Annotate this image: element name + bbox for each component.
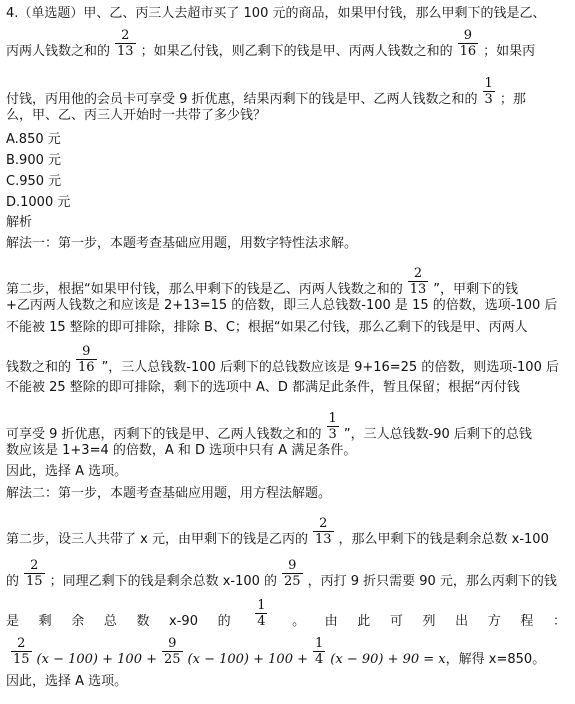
option-b: B.900 元 [6,153,61,168]
method2-step2-line-1 [6,516,549,555]
method2-step2-line-3 [6,598,566,637]
word: 是 [6,614,20,629]
question-line-1: 4.（单选题）甲、乙、丙三人去超市买了 100 元的商品，如果甲付钱，那么甲剩下的钱是乙、 [6,6,546,21]
question-text: ；如果丙 [483,44,536,59]
analysis-text: ”，三人总钱数-100 后剩下的总钱数应该是 9+16=25 的倍数，则选项-100 后 [101,360,559,375]
option-a: A.850 元 [6,132,61,147]
fraction [313,636,325,667]
fraction [282,558,303,589]
method2-conclusion: 因此，选择 A 选项。 [6,674,128,689]
denominator: 4 [257,614,266,629]
word: x-90 [169,614,198,629]
denominator: 25 [164,652,181,667]
denominator: 16 [459,44,477,59]
word: 数 [136,614,150,629]
analysis-heading: 解析 [6,215,33,230]
denominator: 15 [13,652,30,667]
numerator: 2 [319,516,328,531]
word: 剩 [38,614,52,629]
denominator: 13 [314,532,332,547]
analysis-text: ；同理乙剩下的钱是剩余总数 x-100 的 [49,574,278,589]
denominator: 3 [328,427,337,442]
analysis-text: 的 [6,574,20,589]
denominator: 3 [484,92,493,107]
method1-conclusion: 因此，选择 A 选项。 [6,464,128,479]
question-text: ；那 [499,92,526,107]
option-c: C.950 元 [6,174,62,189]
fraction [115,28,136,59]
word: 余 [71,614,85,629]
numerator: 9 [82,344,91,359]
option-d: D.1000 元 [6,195,71,210]
denominator: 13 [409,282,427,297]
denominator: 16 [78,360,95,375]
analysis-text: ”，甲剩下的钱 [433,282,519,297]
equation-term: (x − 90) + 90 = x [330,652,446,667]
word: 程 [520,614,534,629]
word: ： [552,614,566,629]
question-line-4: 么，甲、乙、丙三人开始时一共带了多少钱？ [6,108,267,123]
numerator: 1 [484,76,493,91]
numerator: 1 [315,636,324,651]
fraction [483,76,495,107]
analysis-text: ”，三人总钱数-90 后剩下的总钱 [343,427,532,442]
numerator: 2 [30,558,39,573]
analysis-text: 可享受 9 折优惠，丙剩下的钱是甲、乙两人钱数之和的 [6,427,322,442]
equation-term: (x − 100) + 100 + [187,652,308,667]
question-line-2 [6,28,536,67]
word: 出 [455,614,469,629]
method1-step1: 解法一：第一步，本题考查基础应用题，用数字特性法求解。 [6,236,358,251]
method2-step1: 解法二：第一步，本题考查基础应用题，用方程法解题。 [6,486,332,501]
method1-step2-line-2: +乙丙两人钱数之和应该是 2+13=15 的倍数，即三人总钱数-100 是 15 的倍数，选项-100 后 [6,298,558,313]
word: 总 [103,614,117,629]
denominator: 4 [315,652,324,667]
word: 的 [217,614,231,629]
method1-step2-line-5: 不能被 25 整除的即可排除，剩下的选项中 A、D 都满足此条件，暂且保留；根据“丙付钱 [6,380,520,395]
question-text: 付钱，丙用他的会员卡可享受 9 折优惠，结果丙剩下的钱是甲、乙两人钱数之和的 [6,92,478,107]
numerator: 9 [168,636,177,651]
word: 。 [292,614,306,629]
word: 可 [389,614,403,629]
numerator: 1 [328,411,337,426]
fraction [458,28,479,59]
question-text: 丙两人钱数之和的 [6,44,111,59]
denominator: 25 [284,574,301,589]
analysis-text: 第二步，设三人共带了 x 元，由甲剩下的钱是乙丙的 [6,532,308,547]
numerator: 1 [257,598,266,613]
fraction [327,411,339,442]
fraction [255,598,267,629]
numerator: 2 [17,636,26,651]
fraction [408,266,429,297]
numerator: 2 [121,28,130,43]
equation-result: ，解得 x=850。 [445,652,546,667]
numerator: 2 [413,266,423,281]
analysis-text: 第二步，根据“如果甲付钱，那么甲剩下的钱是乙、丙两人钱数之和的 [6,282,403,297]
method1-step2-line-7: 数应该是 1+3=4 的倍数，A 和 D 选项中只有 A 满足条件。 [6,443,357,458]
fraction [24,558,45,589]
denominator: 15 [26,574,43,589]
method1-step2-line-3: 不能被 15 整除的即可排除，排除 B、C；根据“如果乙付钱，那么乙剩下的钱是甲、丙两人 [6,320,528,335]
word: 由 [324,614,338,629]
question-text: ；如果乙付钱，则乙剩下的钱是甲、丙两人钱数之和的 [140,44,453,59]
word: 此 [357,614,371,629]
analysis-text: ，丙打 9 折只需要 90 元，那么丙剩下的钱 [307,574,557,589]
fraction [11,636,32,667]
fraction [76,344,97,375]
equation-term: (x − 100) + 100 + [36,652,157,667]
word: 列 [422,614,436,629]
numerator: 9 [288,558,297,573]
numerator: 9 [463,28,472,43]
method2-step2-line-2 [6,558,557,597]
fraction [313,516,334,547]
denominator: 13 [117,44,134,59]
fraction [162,636,183,667]
equation-line [6,636,546,675]
analysis-text: 钱数之和的 [6,360,72,375]
analysis-text: ，那么甲剩下的钱是剩余总数 x-100 [338,532,549,547]
word: 方 [487,614,501,629]
